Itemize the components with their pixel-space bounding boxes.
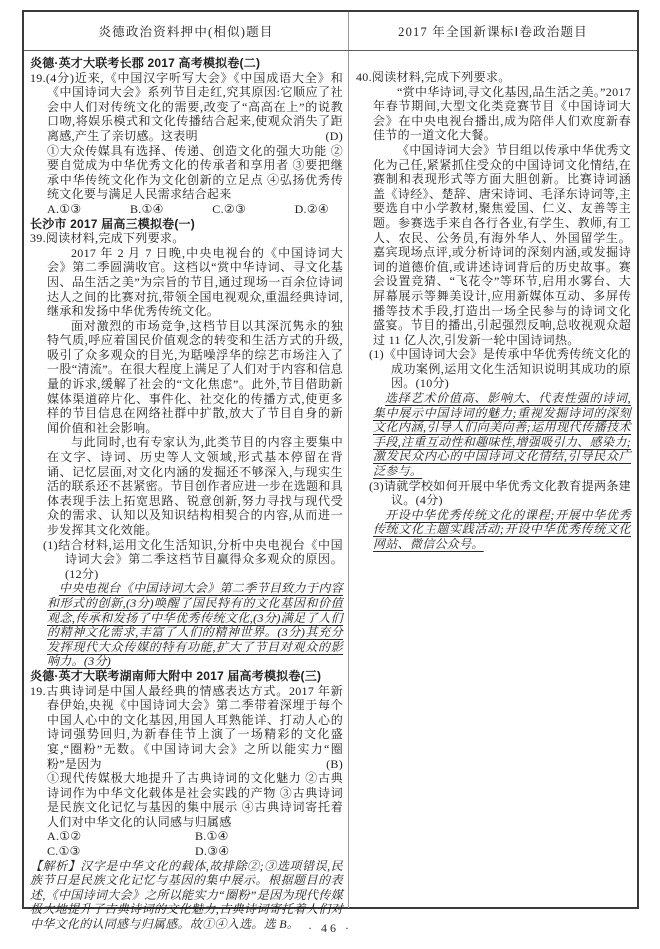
sub-question-1: (1)《中国诗词大会》是传承中华优秀传统文化的成功案例,运用文化生活知识说明其成功的原因。(10分) [369,347,631,391]
question-options: ①现代传媒极大地提升了古典诗词的文化魅力 ②古典诗词作为中华文化载体是社会实践的产物 ③古典诗词是民族文化记忆与基因的集中展示 ④古典诗词寄托着人们对中华文化的认同感与归属感 [47,771,343,829]
answer-key: (B) [326,756,343,771]
sub-question-1: (1)结合材料,运用文化生活知识,分析中央电视台《中国诗词大会》第二季这档节目赢得众多观众的原因。(12分) [43,537,343,581]
header-left-title: 炎德政治资料押中(相似)题目 [24,12,349,50]
sub-question-3: (3)请就学校如何开展中华优秀文化教育提两条建议。(4分) [369,478,631,508]
question-options: ①大众传媒具有选择、传递、创造文化的强大功能 ②要自觉成为中华优秀文化的传承者和享用者 ③要把继承中华传统文化作为文化创新的立足点 ④弘扬优秀传统文化要与满足人民需求结合起来 [47,143,343,202]
choice-row [30,202,343,217]
answer-text: 中央电视台《中国诗词大会》第二季节目致力于内容和形式的创新,(3分)唤醒了国民特有的文化基因和价值观念,传承和发扬了中华优秀传统文化,(3分)满足了人们的精神文化需求,丰富了人们的精神世界。(3分)其充分发挥现代大众传媒的特有功能,扩大了节目对观众的影响力。(3分) [47,581,343,669]
choice-a: A.①③ [47,201,82,216]
column-right [349,51,637,908]
question-40-intro: 40.阅读材料,完成下列要求。 [356,70,511,84]
choice-b: B.①④ [129,201,164,216]
header-right-title: 2017 年全国新课标Ⅰ卷政治题目 [398,25,588,39]
question-stem: 19.(4分)近来,《中国汉字听写大会》《中国成语大全》和《中国诗词大会》系列节目走红,究其原因:它顺应了社会中人们对传统文化的需要,改变了“高高在上”的说教口吻,将娱乐模式和文化传播结合起来,使观众消失了距离感,产生了亲切感。这表明 [30,70,343,143]
question-19-changjun [30,71,343,144]
material-paragraph: 2017 年 2 月 7 日晚,中央电视台的《中国诗词大会》第二季圆满收官。这档以“赏中华诗词、寻文化基因、品生活之美”为宗旨的节目,通过现场一百余位诗词达人之间的比赛对抗,带领全国电视观众,重温经典诗词,继承和发扬中华优秀传统文化。 [47,245,343,319]
material-paragraph: 与此同时,也有专家认为,此类节目的内容主要集中在文字、诗词、历史等人文领域,形式基本停留在背诵、记忆层面,对文化内涵的发掘还不够深入,与现实生活的联系还不甚紧密。节目创作者应进一步在选题和具体表现手法上拓宽思路、锐意创新,努力寻找与现代受众的需求、认知以及知识结构相契合的内容,从而进一步发挥其文化效能。 [47,435,343,537]
section-title-changjun: 炎德·英才大联考长郡 2017 高考模拟卷(二) [30,56,261,70]
question-19-shida [30,684,343,772]
answer-text: 选择艺术价值高、影响大、代表性强的诗词,集中展示中国诗词的魅力;重视发掘诗词的深刻文化内涵,引导人们向美向善;运用现代传播技术手段,注重互动性和趣味性,增强吸引力、感染力;激发民众内心的中国诗词文化情结,引导民众广泛参与。 [373,391,631,479]
choice-a: A.①② [47,829,82,844]
question-39-intro: 39.阅读材料,完成下列要求。 [30,231,185,246]
choice-c: C.②③ [212,201,247,216]
analysis-text: 【解析】汉字是中华文化的载体,故排除②;③选项错误,民族节日是民族文化记忆与基因的集中展示。根据题目的表述,《中国诗词大会》之所以能实力“圈粉”是因为现代传媒极大地提升了古典诗词的文化魅力,古典诗词寄托着人们对中华文化的认同感与归属感。故①④入选。选 B。 [30,858,343,932]
choice-d: D.②④ [294,201,329,216]
page-number: · 46 · [308,921,352,935]
section-title-changsha: 长沙市 2017 届高三模拟卷(一) [30,216,195,231]
section-title-shida: 炎德·英才大联考湖南师大附中 2017 届高考模拟卷(三) [30,668,322,683]
answer-key: (D) [325,128,343,143]
table-header-row [24,12,637,51]
answer-text: 开设中华优秀传统文化的课程;开展中华优秀传统文化主题实践活动;开设中华优秀传统文化网站、微信公众号。 [373,507,631,551]
choice-grid [30,829,343,858]
choice-c: C.①③ [47,844,81,859]
choice-b: B.①④ [195,829,229,844]
material-paragraph: 面对激烈的市场竞争,这档节目以其深沉隽永的独特气质,呼应着国民价值观念的转变和生活方式的升级,吸引了众多观众的目光,为聒噪浮华的综艺市场注入了一股“清流”。在很大程度上满足了人们对于内容和信息量的诉求,缓解了社会的“文化焦虑”。此外,节目借助新媒体渠道碎片化、事件化、社交化的传播方式,使更多样的节目信息在网络社群中扩散,放大了节目自身的新闻价值和社会影响。 [47,318,343,435]
material-paragraph: 《中国诗词大会》节目组以传承中华优秀文化为己任,紧紧抓住受众的中国诗词文化情结,在赛制和表现形式等方面大胆创新。比赛诗词涵盖《诗经》、楚辞、唐宋诗词、毛泽东诗词等,主要选自中小学教材,聚焦爱国、仁义、友善等主题。参赛选手来自各行各业,有学生、教师,有工人、农民、公务员,有海外华人、外国留学生。嘉宾现场点评,或分析诗词的深刻内涵,或发掘诗词的道德价值,或讲述诗词背后的历史故事。赛会设置竞猜、“飞花令”等环节,启用水雾台、大屏幕展示等舞美设计,应用新媒体互动、多屏传播等技术手段,打造出一场全民参与的诗词文化盛宴。节目的播出,引起强烈反响,总收视观众超过 11 亿人次,引发新一轮中国诗词热。 [373,142,631,347]
choice-d: D.③④ [195,844,230,859]
material-paragraph: “赏中华诗词,寻文化基因,品生活之美。”2017 年春节期间,大型文化类竞赛节目《中国诗词大会》在中央电视台播出,成为陪伴人们欢度新春佳节的一道文化大餐。 [373,84,631,143]
question-stem: 19.古典诗词是中国人最经典的情感表达方式。2017 年新春伊始,央视《中国诗词大会》第二季带着深埋于每个中国人心中的文化基因,用国人耳熟能详、打动人心的诗词强势回归,为新春佳节上演了一场精彩的文化盛宴,“圈粉”无数。《中国诗词大会》之所以能实力“圈粉”是因为 [30,683,343,771]
